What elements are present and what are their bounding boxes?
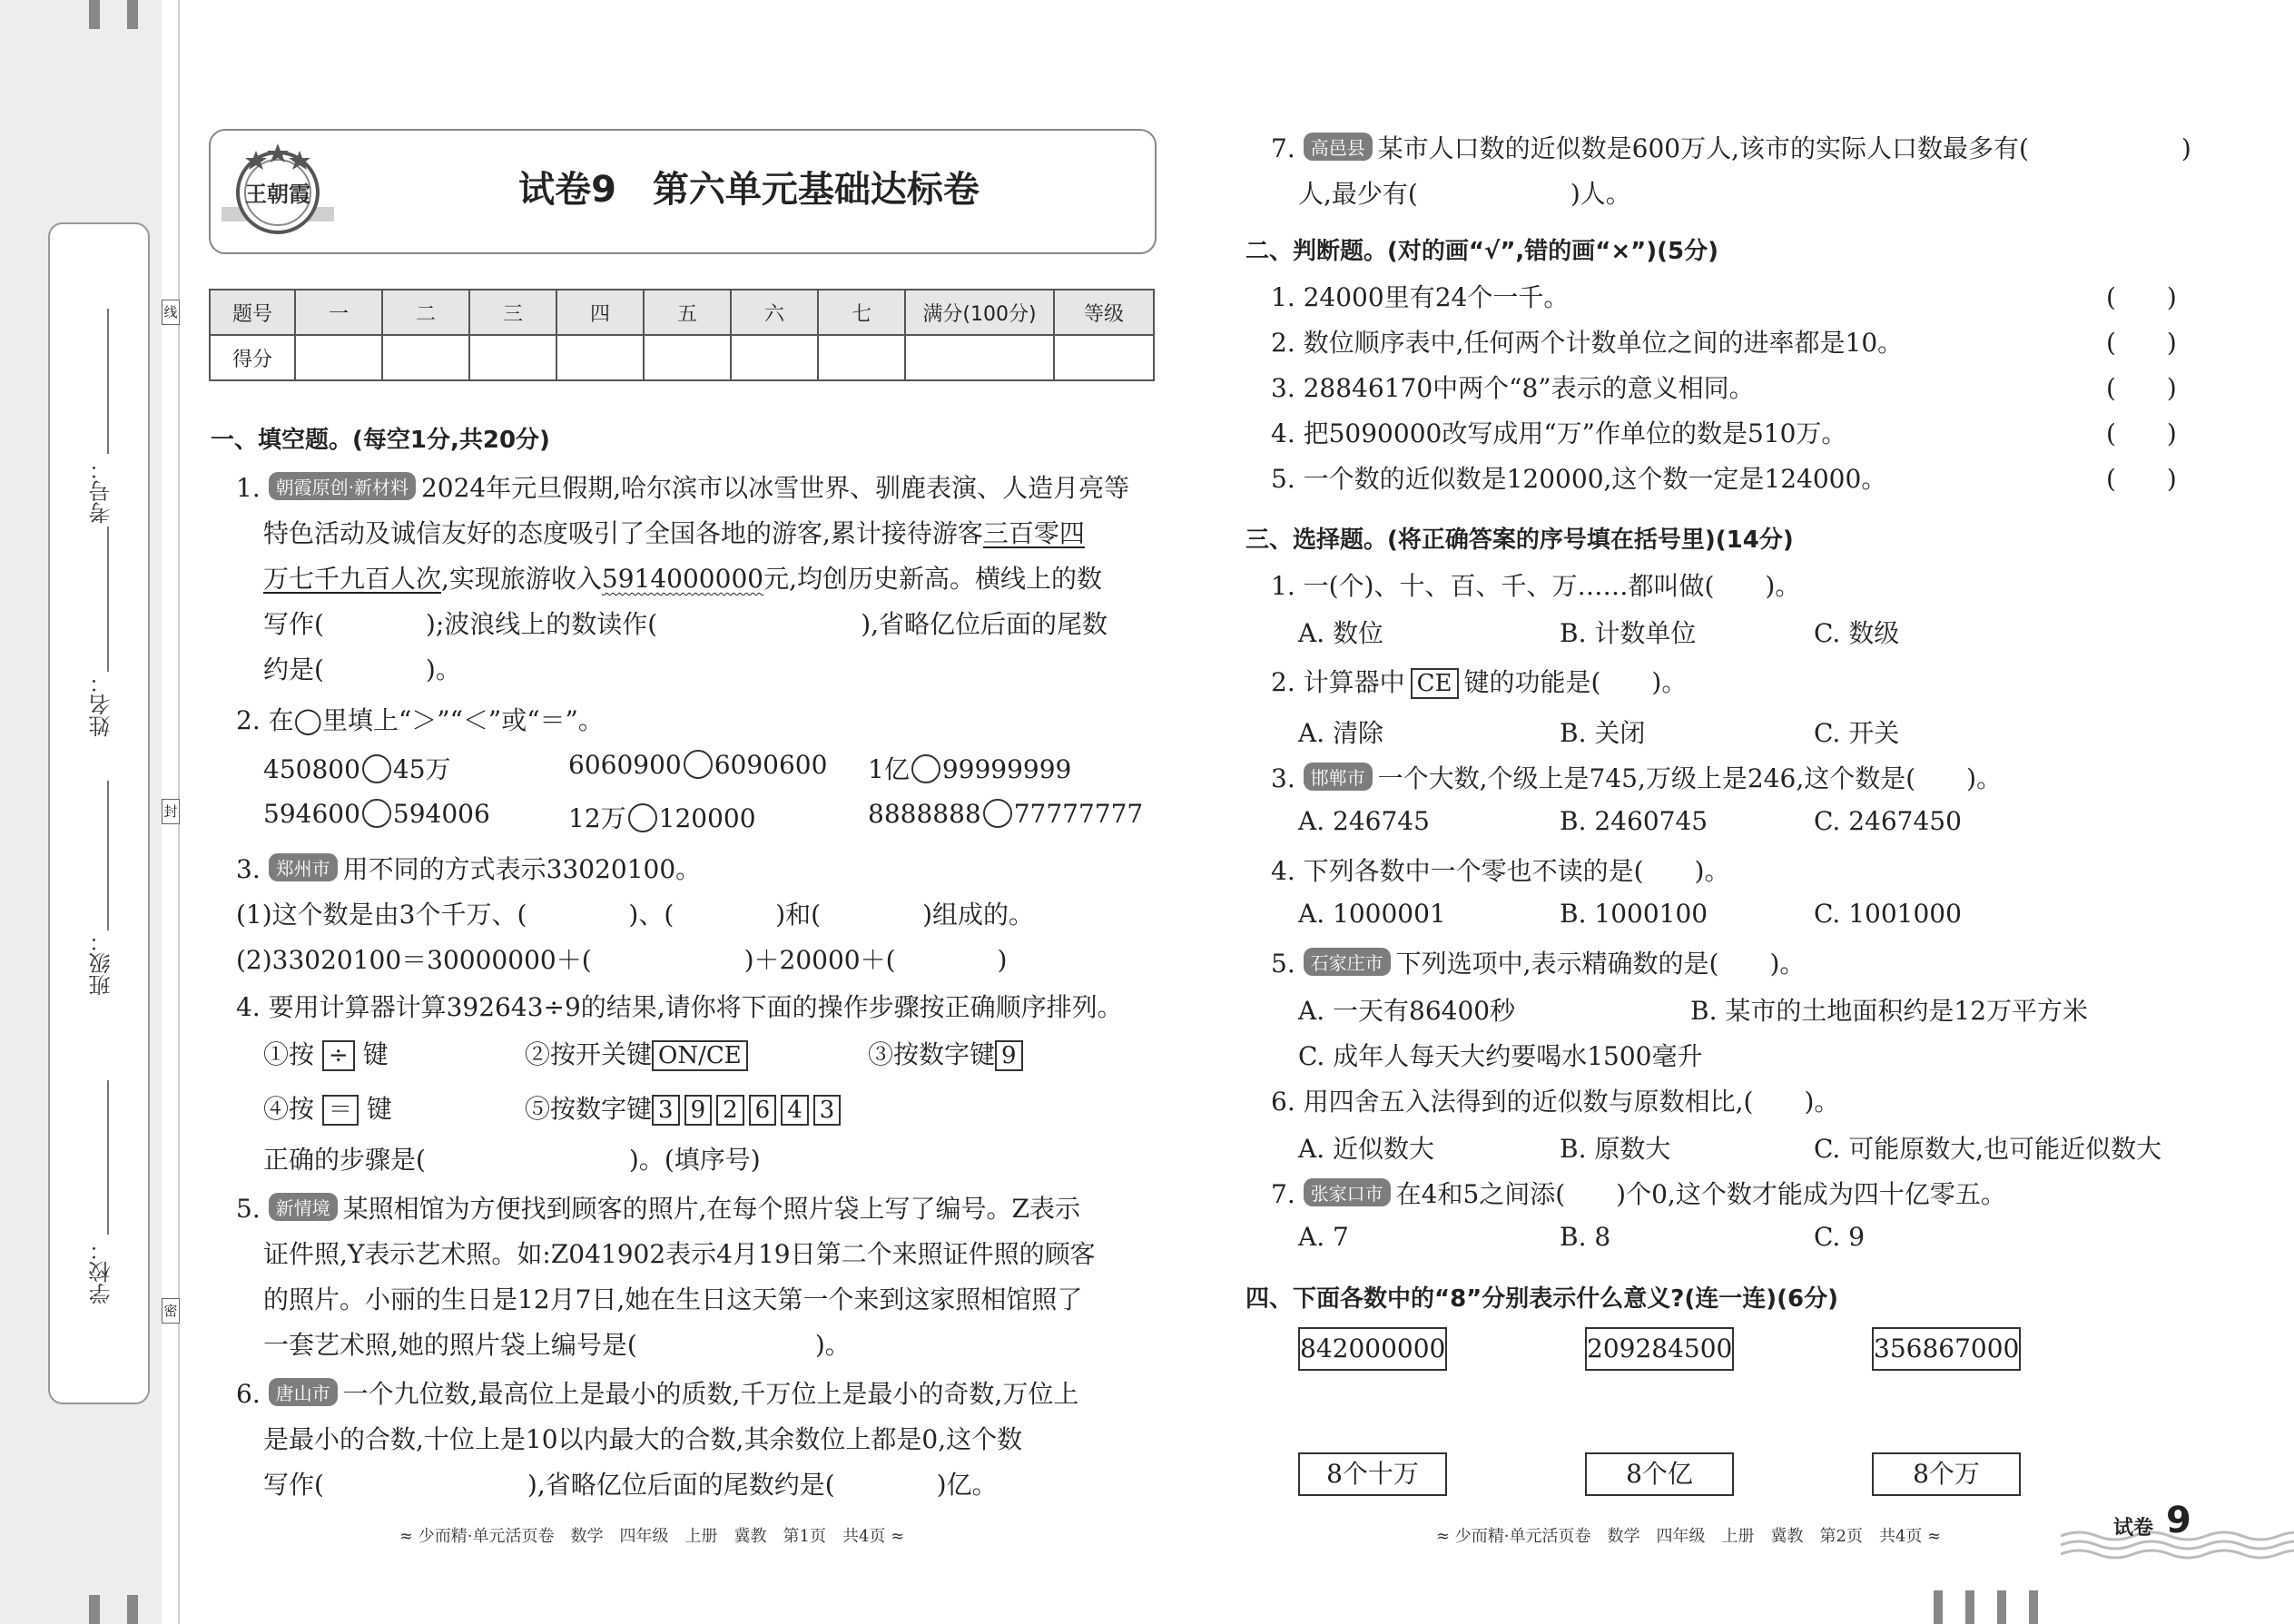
- judge-item: 1. 24000里有24个一千。: [1271, 282, 1570, 312]
- q5-tag: 新情境: [269, 1193, 338, 1221]
- number-box[interactable]: 842000000: [1298, 1327, 1447, 1371]
- score-cell[interactable]: [469, 335, 556, 380]
- digit-key[interactable]: 2: [716, 1095, 744, 1126]
- q1-line-2: 特色活动及诚信友好的态度吸引了全国各地的游客,累计接待游客三百零四: [263, 518, 1085, 548]
- choice-option[interactable]: C. 数级: [1814, 618, 1900, 648]
- seal-char-secret: 密: [162, 1298, 180, 1324]
- q2-compare: 594600 594006: [263, 799, 490, 829]
- choice-option[interactable]: A. 近似数大: [1298, 1134, 1435, 1164]
- class-field[interactable]: [107, 781, 109, 930]
- judge-answer-paren[interactable]: ( ): [2106, 464, 2177, 494]
- q1-tag: 朝霞原创·新材料: [269, 472, 416, 500]
- school-label: 学校：: [89, 1239, 114, 1304]
- registration-mark: [1997, 1590, 2006, 1624]
- page-title: 试卷9 第六单元基础达标卷: [518, 169, 980, 211]
- judge-item: 3. 28846170中两个“8”表示的意义相同。: [1271, 373, 1755, 403]
- q6-tag: 唐山市: [269, 1378, 338, 1406]
- digit-key[interactable]: 6: [749, 1095, 777, 1126]
- compare-circle[interactable]: [628, 803, 657, 832]
- judge-item: 5. 一个数的近似数是120000,这个数一定是124000。: [1271, 464, 1887, 494]
- q3-line-3: (2)33020100＝30000000＋( )＋20000＋( ): [236, 945, 1008, 975]
- digit-key[interactable]: 3: [813, 1095, 842, 1126]
- q1-line-5: 约是( )。: [263, 655, 461, 684]
- q7-tag: 高邑县: [1304, 133, 1373, 161]
- name-field[interactable]: [107, 527, 109, 672]
- q6-line-1: 6. 唐山市 一个九位数,最高位上是最小的质数,千万位上是最小的奇数,万位上: [236, 1379, 1079, 1409]
- c7-tag: 张家口市: [1304, 1178, 1391, 1206]
- q3-line-2: (1)这个数是由3个千万、( )、( )和( )组成的。: [236, 900, 1035, 930]
- registration-mark: [127, 0, 138, 29]
- digit-key[interactable]: 3: [652, 1095, 680, 1126]
- score-cell[interactable]: [818, 335, 905, 380]
- q2-compare: 8888888 77777777: [868, 799, 1144, 829]
- choice-option[interactable]: C. 开关: [1814, 718, 1900, 748]
- digit-key[interactable]: 9: [995, 1040, 1023, 1071]
- q1-line-4: 写作( );波浪线上的数读作( ),省略亿位后面的尾数: [263, 609, 1108, 639]
- choice-q4: 4. 下列各数中一个零也不读的是( )。: [1271, 856, 1730, 886]
- class-label: 班级：: [89, 930, 114, 996]
- q2-compare: 450800 45万: [263, 754, 451, 784]
- judge-item: 2. 数位顺序表中,任何两个计数单位之间的进率都是10。: [1271, 328, 1904, 358]
- equals-key[interactable]: ＝: [322, 1095, 359, 1126]
- on-ce-key[interactable]: ON/CE: [652, 1040, 748, 1071]
- choice-option[interactable]: A. 一天有86400秒: [1298, 996, 1516, 1026]
- logo: [222, 136, 334, 245]
- choice-option[interactable]: A. 1000001: [1298, 899, 1446, 929]
- registration-mark: [89, 1595, 100, 1624]
- score-cell[interactable]: [556, 335, 644, 380]
- score-header-cell: 六: [731, 290, 818, 335]
- score-header-cell: 二: [382, 290, 469, 335]
- q5-line-2: 证件照,Y表示艺术照。如:Z041902表示4月19日第二个来照证件照的顾客: [263, 1239, 1096, 1269]
- q4-step-2: ②按开关键 ON/CE: [525, 1035, 748, 1071]
- exam-badge-number: 9: [2166, 1500, 2191, 1541]
- choice-option[interactable]: C. 9: [1814, 1222, 1866, 1252]
- exam-id-field[interactable]: [107, 309, 109, 454]
- exam-badge-label: 试卷: [2113, 1517, 2154, 1540]
- choice-option[interactable]: C. 2467450: [1814, 806, 1962, 836]
- q4-answer: 正确的步骤是( )。(填序号): [263, 1145, 761, 1175]
- compare-circle[interactable]: [911, 754, 940, 783]
- q2-line-1: 2. 在◯里填上“＞”“＜”或“＝”。: [236, 705, 604, 735]
- q4-step-3: ③按数字键 9: [868, 1035, 1023, 1071]
- c5-tag: 石家庄市: [1304, 948, 1391, 976]
- score-header-cell: 一: [295, 290, 382, 335]
- section-4-heading: 四、下面各数中的“8”分别表示什么意义?(连一连)(6分): [1245, 1285, 1838, 1313]
- ce-key: CE: [1411, 668, 1459, 699]
- score-row-label: 得分: [210, 335, 295, 380]
- digit-key[interactable]: 4: [781, 1095, 809, 1126]
- score-header-cell: 三: [469, 290, 556, 335]
- judge-answer-paren[interactable]: ( ): [2106, 328, 2177, 358]
- score-cell[interactable]: [731, 335, 818, 380]
- number-box[interactable]: 209284500: [1585, 1327, 1734, 1371]
- choice-option[interactable]: C. 成年人每天大约要喝水1500毫升: [1298, 1041, 1703, 1071]
- school-field[interactable]: [107, 1080, 109, 1235]
- score-header-cell: 七: [818, 290, 905, 335]
- registration-mark: [89, 0, 100, 29]
- q3-tag: 郑州市: [269, 853, 338, 881]
- choice-q1: 1. 一(个)、十、百、千、万……都叫做( )。: [1271, 571, 1801, 601]
- student-info-box: [48, 222, 150, 1404]
- q4-step-5: ⑤按数字键 3 9 2 6 4 3: [525, 1089, 841, 1126]
- choice-q2: 2. 计算器中 CE 键的功能是( )。: [1271, 667, 1688, 697]
- compare-circle[interactable]: [983, 799, 1012, 828]
- choice-option[interactable]: A. 数位: [1298, 618, 1384, 648]
- registration-mark: [2029, 1590, 2038, 1624]
- score-header-cell: 四: [556, 290, 644, 335]
- registration-mark: [1965, 1590, 1974, 1624]
- q7-line-1: 7. 高邑县 某市人口数的近似数是600万人,该市的实际人口数最多有( ): [1271, 133, 2191, 163]
- score-cell[interactable]: [382, 335, 469, 380]
- choice-q7: 7. 张家口市 在4和5之间添( )个0,这个数才能成为四十亿零五。: [1271, 1179, 2006, 1209]
- compare-circle[interactable]: [684, 750, 713, 779]
- choice-q3: 3. 邯郸市 一个大数,个级上是745,万级上是246,这个数是( )。: [1271, 763, 2003, 793]
- q6-line-3: 写作( ),省略亿位后面的尾数约是( )亿。: [263, 1470, 998, 1500]
- right-page-footer: ≈ 少而精·单元活页卷 数学 四年级 上册 冀教 第2页 共4页 ≈: [1436, 1527, 1942, 1546]
- q3-line-1: 3. 郑州市 用不同的方式表示33020100。: [236, 854, 702, 884]
- section-1-heading: 一、填空题。(每空1分,共20分): [211, 427, 550, 454]
- choice-q5: 5. 石家庄市 下列选项中,表示精确数的是( )。: [1271, 949, 1806, 979]
- meaning-box[interactable]: 8个万: [1872, 1452, 2021, 1496]
- seal-char-line: 线: [162, 300, 180, 325]
- choice-option[interactable]: B. 计数单位: [1560, 618, 1697, 648]
- score-header-cell: 题号: [210, 290, 295, 335]
- q1-line-1: 1. 朝霞原创·新材料 2024年元旦假期,哈尔滨市以冰雪世界、驯鹿表演、人造月亮等: [236, 473, 1130, 503]
- choice-option[interactable]: B. 关闭: [1560, 718, 1646, 748]
- q4-step-4: ④按 ＝ 键: [263, 1094, 392, 1124]
- meaning-box[interactable]: 8个十万: [1298, 1452, 1447, 1496]
- compare-circle[interactable]: [362, 754, 391, 783]
- score-cell[interactable]: [295, 335, 382, 380]
- c3-tag: 邯郸市: [1304, 763, 1373, 791]
- judge-answer-paren[interactable]: ( ): [2106, 373, 2177, 403]
- q6-line-2: 是最小的合数,十位上是10以内最大的合数,其余数位上都是0,这个数: [263, 1424, 1023, 1454]
- choice-option[interactable]: B. 2460745: [1560, 806, 1708, 836]
- score-header-cell: 等级: [1054, 290, 1154, 335]
- q1-line-3: 万七千九百人次,实现旅游收入5914000000元,均创历史新高。横线上的数: [263, 564, 1102, 594]
- seal-char-seal: 封: [162, 799, 180, 824]
- divide-key[interactable]: ÷: [322, 1040, 355, 1071]
- choice-option[interactable]: B. 8: [1560, 1222, 1611, 1252]
- svg-text:王朝霞: 王朝霞: [245, 181, 310, 207]
- compare-circle[interactable]: [362, 799, 391, 828]
- digit-key[interactable]: 9: [684, 1095, 713, 1126]
- choice-option[interactable]: C. 1001000: [1814, 899, 1962, 929]
- q2-compare: 12万 120000: [568, 803, 756, 833]
- registration-mark: [1934, 1590, 1943, 1624]
- q2-compare: 1亿 99999999: [868, 754, 1072, 784]
- name-label: 姓名：: [89, 672, 114, 737]
- q5-line-3: 的照片。小丽的生日是12月7日,她在生日这天第一个来到这家照相馆照了: [263, 1284, 1083, 1314]
- score-table: [209, 289, 1155, 381]
- judge-answer-paren[interactable]: ( ): [2106, 282, 2177, 312]
- q2-compare: 6060900 6090600: [568, 750, 828, 780]
- q5-line-4: 一套艺术照,她的照片袋上编号是( )。: [263, 1330, 851, 1360]
- number-box[interactable]: 356867000: [1872, 1327, 2021, 1371]
- q7-line-2: 人,最少有( )人。: [1298, 179, 1631, 209]
- section-2-heading: 二、判断题。(对的画“√”,错的画“×”)(5分): [1245, 238, 1718, 265]
- score-header-cell: 五: [644, 290, 731, 335]
- q5-line-1: 5. 新情境 某照相馆为方便找到顾客的照片,在每个照片袋上写了编号。Z表示: [236, 1194, 1080, 1224]
- score-cell[interactable]: [1054, 335, 1154, 380]
- section-3-heading: 三、选择题。(将正确答案的序号填在括号里)(14分): [1245, 527, 1794, 554]
- choice-option[interactable]: A. 7: [1298, 1222, 1349, 1252]
- choice-option[interactable]: C. 可能原数大,也可能近似数大: [1814, 1134, 2162, 1164]
- choice-option[interactable]: B. 某市的土地面积约是12万平方米: [1690, 996, 2089, 1026]
- choice-q6: 6. 用四舍五入法得到的近似数与原数相比,( )。: [1271, 1087, 1840, 1117]
- left-page-footer: ≈ 少而精·单元活页卷 数学 四年级 上册 冀教 第1页 共4页 ≈: [399, 1527, 905, 1546]
- score-cell[interactable]: [644, 335, 731, 380]
- judge-answer-paren[interactable]: ( ): [2106, 418, 2177, 448]
- score-header-cell: 满分(100分): [905, 290, 1054, 335]
- choice-option[interactable]: B. 原数大: [1560, 1134, 1671, 1164]
- judge-item: 4. 把5090000改写成用“万”作单位的数是510万。: [1271, 418, 1847, 448]
- registration-mark: [127, 1595, 138, 1624]
- choice-option[interactable]: A. 246745: [1298, 806, 1430, 836]
- score-cell[interactable]: [905, 335, 1054, 380]
- q4-step-1: ①按 ÷ 键: [263, 1039, 389, 1069]
- choice-option[interactable]: A. 清除: [1298, 718, 1384, 748]
- choice-option[interactable]: B. 1000100: [1560, 899, 1708, 929]
- meaning-box[interactable]: 8个亿: [1585, 1452, 1734, 1496]
- q4-line-1: 4. 要用计算器计算392643÷9的结果,请你将下面的操作步骤按正确顺序排列。: [236, 992, 1123, 1022]
- exam-id-label: 考号：: [89, 458, 114, 524]
